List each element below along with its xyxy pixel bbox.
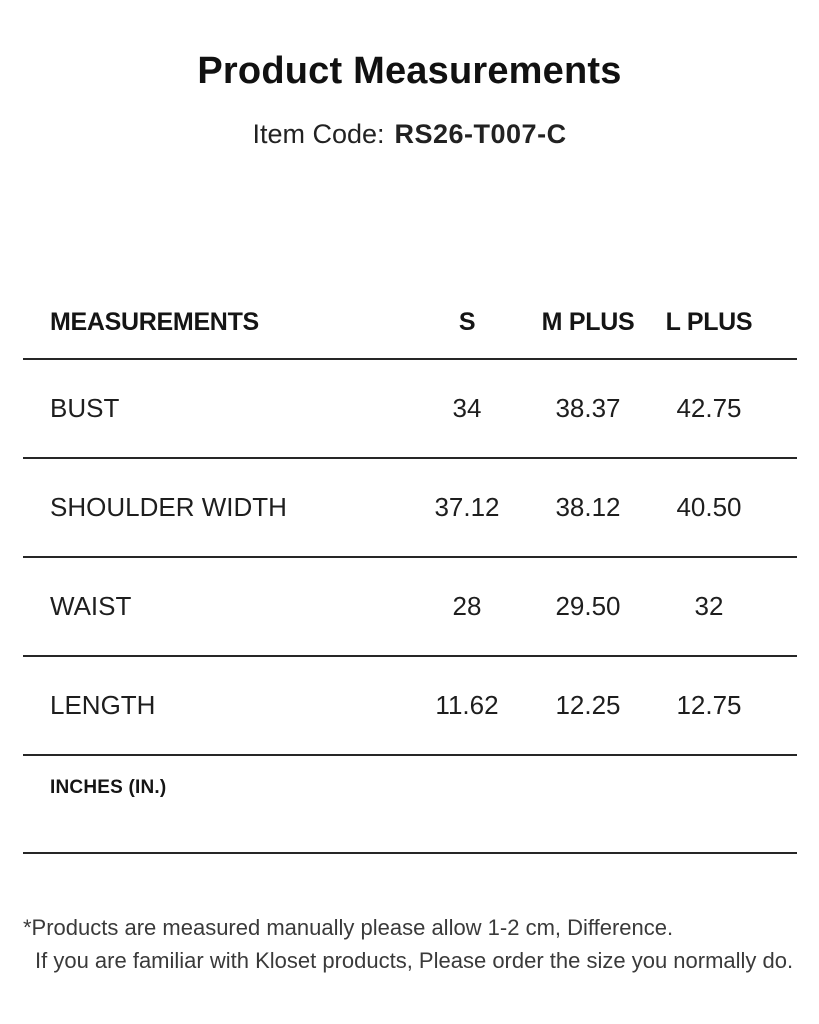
disclaimer-footer (23, 911, 809, 977)
cell-value-m-plus: 38.37 (555, 393, 621, 423)
cell-value-l-plus: 32 (694, 591, 724, 621)
disclaimer-line-2: If you are familiar with Kloset products, Please order the size you normally do. (35, 948, 794, 973)
table-row-bust (23, 360, 797, 459)
row-label: WAIST (50, 591, 132, 621)
cell-value-m-plus: 12.25 (555, 690, 621, 720)
cell-value-l-plus: 40.50 (676, 492, 742, 522)
row-label: BUST (50, 393, 120, 423)
column-header-s: S (458, 307, 476, 336)
measurements-table (23, 286, 797, 854)
cell-value-m-plus: 38.12 (555, 492, 621, 522)
cell-value-s: 28 (452, 591, 482, 621)
column-header-l-plus: L PLUS (665, 307, 753, 336)
cell-value-l-plus: 12.75 (676, 690, 742, 720)
page-title: Product Measurements (197, 50, 622, 92)
column-header-m-plus: M PLUS (541, 307, 635, 336)
table-row-waist (23, 558, 797, 657)
units-note: INCHES (IN.) (50, 777, 167, 798)
column-header-measurements: MEASUREMENTS (50, 307, 259, 336)
item-code-label: Item Code: (252, 119, 385, 149)
table-row-shoulder-width (23, 459, 797, 558)
item-code-value: RS26-T007-C (394, 119, 567, 149)
cell-value-s: 34 (452, 393, 482, 423)
table-row-length (23, 657, 797, 756)
cell-value-m-plus: 29.50 (555, 591, 621, 621)
row-label: LENGTH (50, 690, 156, 720)
disclaimer-line-1: *Products are measured manually please allow 1-2 cm, Difference. (23, 915, 674, 940)
item-code-line (0, 119, 819, 150)
cell-value-s: 37.12 (434, 492, 500, 522)
row-label: SHOULDER WIDTH (50, 492, 287, 522)
cell-value-l-plus: 42.75 (676, 393, 742, 423)
table-header-row (23, 286, 797, 360)
units-note-row (23, 756, 797, 854)
cell-value-s: 11.62 (435, 690, 499, 720)
